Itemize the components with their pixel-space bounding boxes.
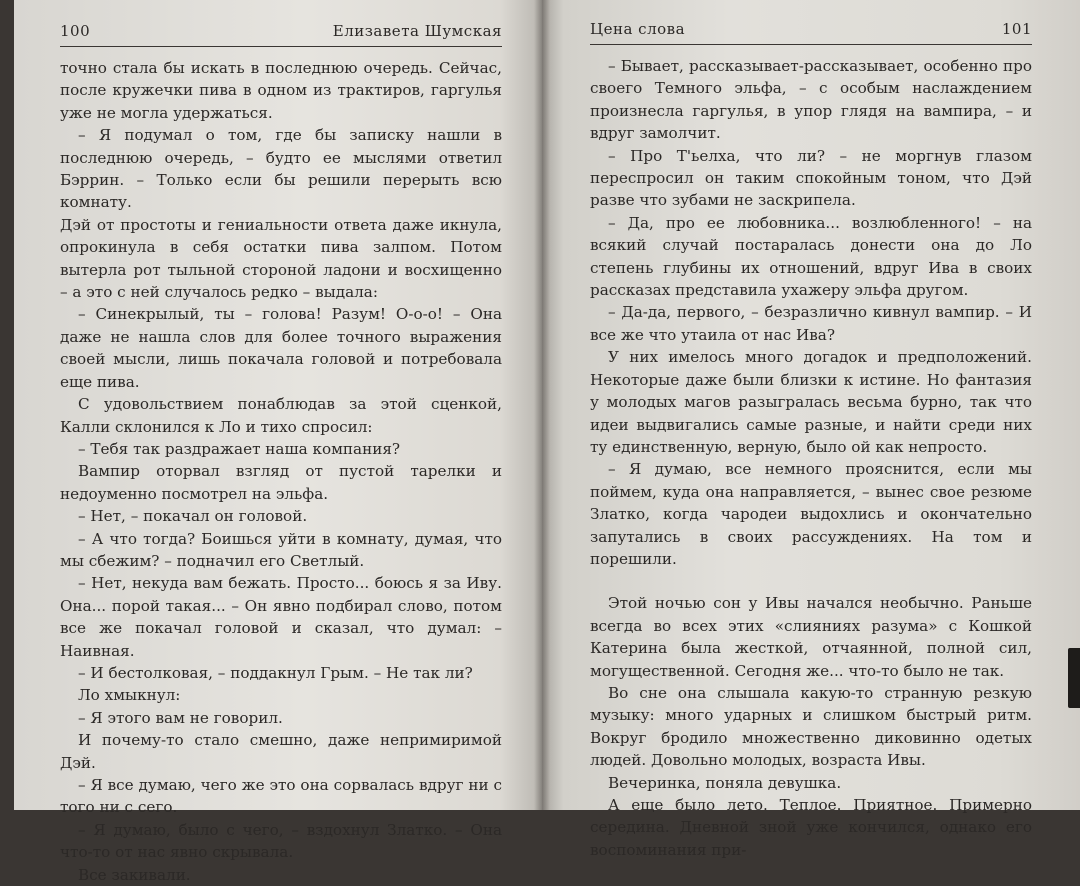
right-page-text <box>590 55 1032 861</box>
paragraph: – Я думаю, все немного прояснится, если мы поймем, куда она направляется, – вынес свое резюме Златко, когда чародеи выдохлись и окончательно запутались в своих рассуждениях. На том и порешили. <box>590 460 1032 568</box>
paragraph: точно стала бы искать в последнюю очередь. Сейчас, после кружечки пива в одном из трактиров, гаргулья уже не могла удержаться. <box>60 59 502 122</box>
paragraph: – Про Т'ьелха, что ли? – не моргнув глазом переспросил он таким спокойным тоном, что Дэй разве что зубами не заскрипела. <box>590 146 1032 210</box>
page-number: 101 <box>1001 20 1032 38</box>
paragraph: – Я этого вам не говорил. <box>78 708 283 727</box>
paragraph: Все закивали. <box>78 865 191 884</box>
paragraph: – И бестолковая, – поддакнул Грым. – Не так ли? <box>78 663 473 682</box>
paragraph: – Синекрылый, ты – голова! Разум! О-о-о! – Она даже не нашла слов для более точного выражения своей мысли, лишь покачала головой и потребовала еще пива. <box>60 305 502 391</box>
right-page <box>542 0 1080 859</box>
open-book <box>14 0 1080 884</box>
paragraph: Дэй от простоты и гениальности ответа даже икнула, опрокинула в себя остатки пива залпом. Потом вытерла рот тыльной стороной ладони и восхищенно – а это с ней случалось редко – выдала: <box>60 215 502 302</box>
running-head-author: Елизавета Шумская <box>332 22 502 40</box>
paragraph: – Я думаю, было с чего, – вздохнул Златко. – Она что-то от нас явно скрывала. <box>60 820 502 862</box>
paragraph: С удовольствием понаблюдав за этой сценкой, Калли склонился к Ло и тихо спросил: <box>60 395 502 436</box>
paragraph: И почему-то стало смешно, даже непримиримой Дэй. <box>60 731 502 772</box>
bookmark-edge <box>1068 648 1080 708</box>
paragraph: – Да-да, первого, – безразлично кивнул вампир. – И все же что утаила от нас Ива? <box>590 303 1032 344</box>
paragraph: – Да, про ее любовника... возлюбленного! – на всякий случай постаралась донести она до Ло степень глубины их отношений, вдруг Ива в своих рассказах представила ухажеру эльфа другом. <box>590 213 1032 300</box>
paragraph: – Я подумал о том, где бы записку нашли в последнюю очередь, – будто ее мыслями ответил Бэррин. – Только если бы решили перерыть всю комнату. <box>60 126 502 212</box>
left-page-header <box>60 22 502 47</box>
section-break <box>590 570 1032 592</box>
paragraph: – Я все думаю, чего же это она сорвалась вдруг ни с того ни с сего. <box>60 776 502 817</box>
paragraph: – А что тогда? Боишься уйти в комнату, думая, что мы сбежим? – подначил его Светлый. <box>60 529 502 570</box>
left-page-text <box>60 57 502 886</box>
right-page-header <box>590 20 1032 45</box>
paragraph: Во сне она слышала какую-то странную резкую музыку: много ударных и слишком быстрый ритм. Вокруг бродило множественно диковинно одетых людей. Довольно молодых, возраста Ивы. <box>590 683 1032 770</box>
page-number: 100 <box>60 22 91 40</box>
paragraph: Этой ночью сон у Ивы начался необычно. Раньше всегда во всех этих «слияниях разума» с Кошкой Катерина была жесткой, отчаянной, полной сил, могущественной. Сегодня же... что-то было не так. <box>590 594 1032 680</box>
paragraph: У них имелось много догадок и предположений. Некоторые даже были близки к истине. Но фантазия у молодых магов разыгралась весьма бурно, так что идеи выдвигались самые разные, и найти среди них ту единственную, верную, было ой как непросто. <box>590 348 1032 456</box>
paragraph: Ло хмыкнул: <box>78 686 181 705</box>
book-spine <box>534 0 550 810</box>
left-page <box>14 0 542 884</box>
running-head-title: Цена слова <box>590 20 686 38</box>
paragraph: А еще было лето. Теплое. Приятное. Примерно середина. Дневной зной уже кончился, однако его воспоминания при- <box>590 796 1032 859</box>
paragraph: – Нет, некуда вам бежать. Просто... боюсь я за Иву. Она... порой такая... – Он явно подбирал слово, потом все же покачал головой и сказал, что думал: – Наивная. <box>60 574 502 660</box>
paragraph: – Нет, – покачал он головой. <box>78 507 308 526</box>
paragraph: – Бывает, рассказывает-рассказывает, особенно про своего Темного эльфа, – с особым наслаждением произнесла гаргулья, в упор глядя на вампира, – и вдруг замолчит. <box>590 57 1032 143</box>
paragraph: – Тебя так раздражает наша компания? <box>78 439 401 458</box>
paragraph: Вампир оторвал взгляд от пустой тарелки и недоуменно посмотрел на эльфа. <box>60 462 502 503</box>
paragraph: Вечеринка, поняла девушка. <box>608 773 842 792</box>
